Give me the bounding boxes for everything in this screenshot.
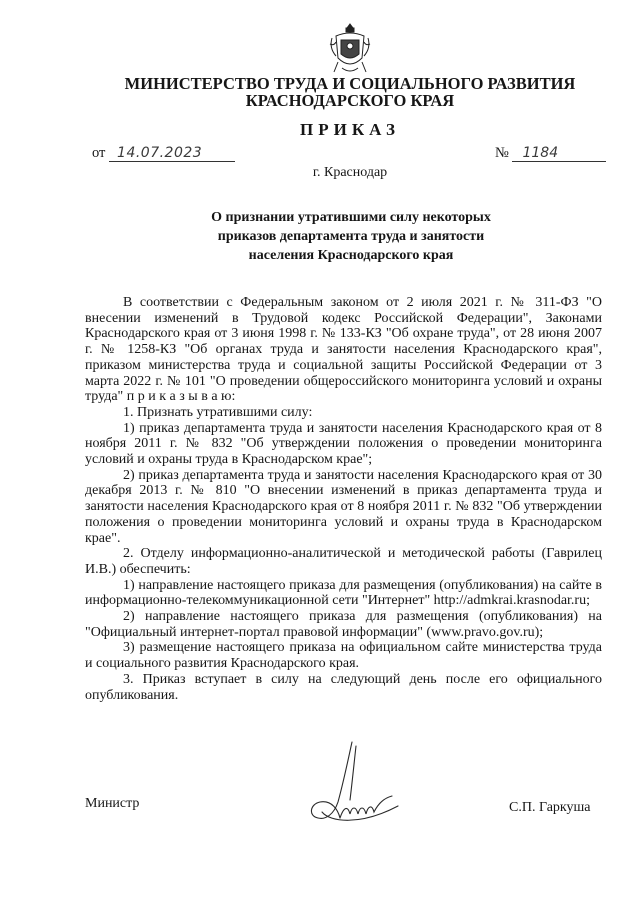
subject-line-2: приказов департамента труда и занятости	[217, 229, 485, 244]
number-prefix: №	[495, 145, 509, 161]
paragraph-item-2-3: 3) размещение настоящего приказа на официальном сайте министерства труда и социального развития Краснодарского края.	[85, 640, 602, 672]
order-number	[495, 145, 606, 162]
signer-name: С.П. Гаркуша	[509, 800, 591, 815]
date-value: 14.07.2023	[109, 146, 235, 162]
order-subject	[70, 208, 632, 265]
paragraph-item-3: 3. Приказ вступает в силу на следующий день после его официального опубликования.	[85, 671, 602, 703]
ministry-name	[60, 75, 640, 109]
paragraph-item-1: 1. Признать утратившими силу:	[123, 404, 313, 420]
paragraph-item-2-2: 2) направление настоящего приказа для размещения (опубликования) на "Официальный интернет-портал правовой информации" (www.pravo.gov.ru);	[85, 609, 602, 640]
handwritten-signature	[300, 740, 410, 830]
paragraph-item-1-1: 1) приказ департамента труда и занятости населения Краснодарского края от 8 ноября 2011 г. № 832 "Об утверждении положения о проведении мониторинга условий и охраны труда в Краснодарском крае";	[85, 420, 602, 468]
order-date	[92, 145, 235, 162]
paragraph-item-2-1: 1) направление настоящего приказа для размещения (опубликования) на сайте в информационно-телекоммуникационной сети "Интернет" http://admkrai.krasnodar.ru;	[85, 577, 602, 609]
number-value: 1184	[512, 146, 606, 162]
subject-line-3: населения Краснодарского края	[248, 248, 454, 263]
city: г. Краснодар	[312, 165, 388, 180]
signer-position: Министр	[85, 796, 140, 811]
ministry-line-1: МИНИСТЕРСТВО ТРУДА И СОЦИАЛЬНОГО РАЗВИТИЯ	[124, 74, 576, 93]
order-title: ПРИКАЗ	[300, 120, 400, 139]
order-body	[85, 295, 602, 703]
paragraph-item-2: 2. Отделу информационно-аналитической и методической работы (Гаврилец И.В.) обеспечить:	[85, 546, 602, 577]
date-prefix: от	[92, 145, 106, 161]
subject-line-1: О признании утратившими силу некоторых	[211, 210, 491, 225]
paragraph-item-1-2: 2) приказ департамента труда и занятости населения Краснодарского края от 30 декабря 2013 г. № 810 "О внесении изменений в приказ департамента труда и занятости населения Краснодарского края от 8 ноября 2011 г. № 832 "Об утверждении положения о проведении мониторинга условий и охраны труда в Краснодарском крае".	[85, 467, 602, 546]
ministry-line-2: КРАСНОДАРСКОГО КРАЯ	[245, 91, 455, 110]
paragraph-preamble: В соответствии с Федеральным законом от 2 июля 2021 г. № 311-ФЗ "О внесении изменений в Трудовой кодекс Российской Федерации", Законами Краснодарского края от 3 июня 1998 г. № 133-КЗ "Об охране труда", от 28 июня 2007 г. № 1258-КЗ "Об органах труда и занятости населения Краснодарского края", приказом министерства труда и социальной защиты Российской Федерации от 3 марта 2022 г. № 101 "О проведении общероссийского мониторинга условий и охраны труда" п р и к а з ы в а ю:	[85, 295, 602, 405]
coat-of-arms-icon	[328, 22, 372, 76]
